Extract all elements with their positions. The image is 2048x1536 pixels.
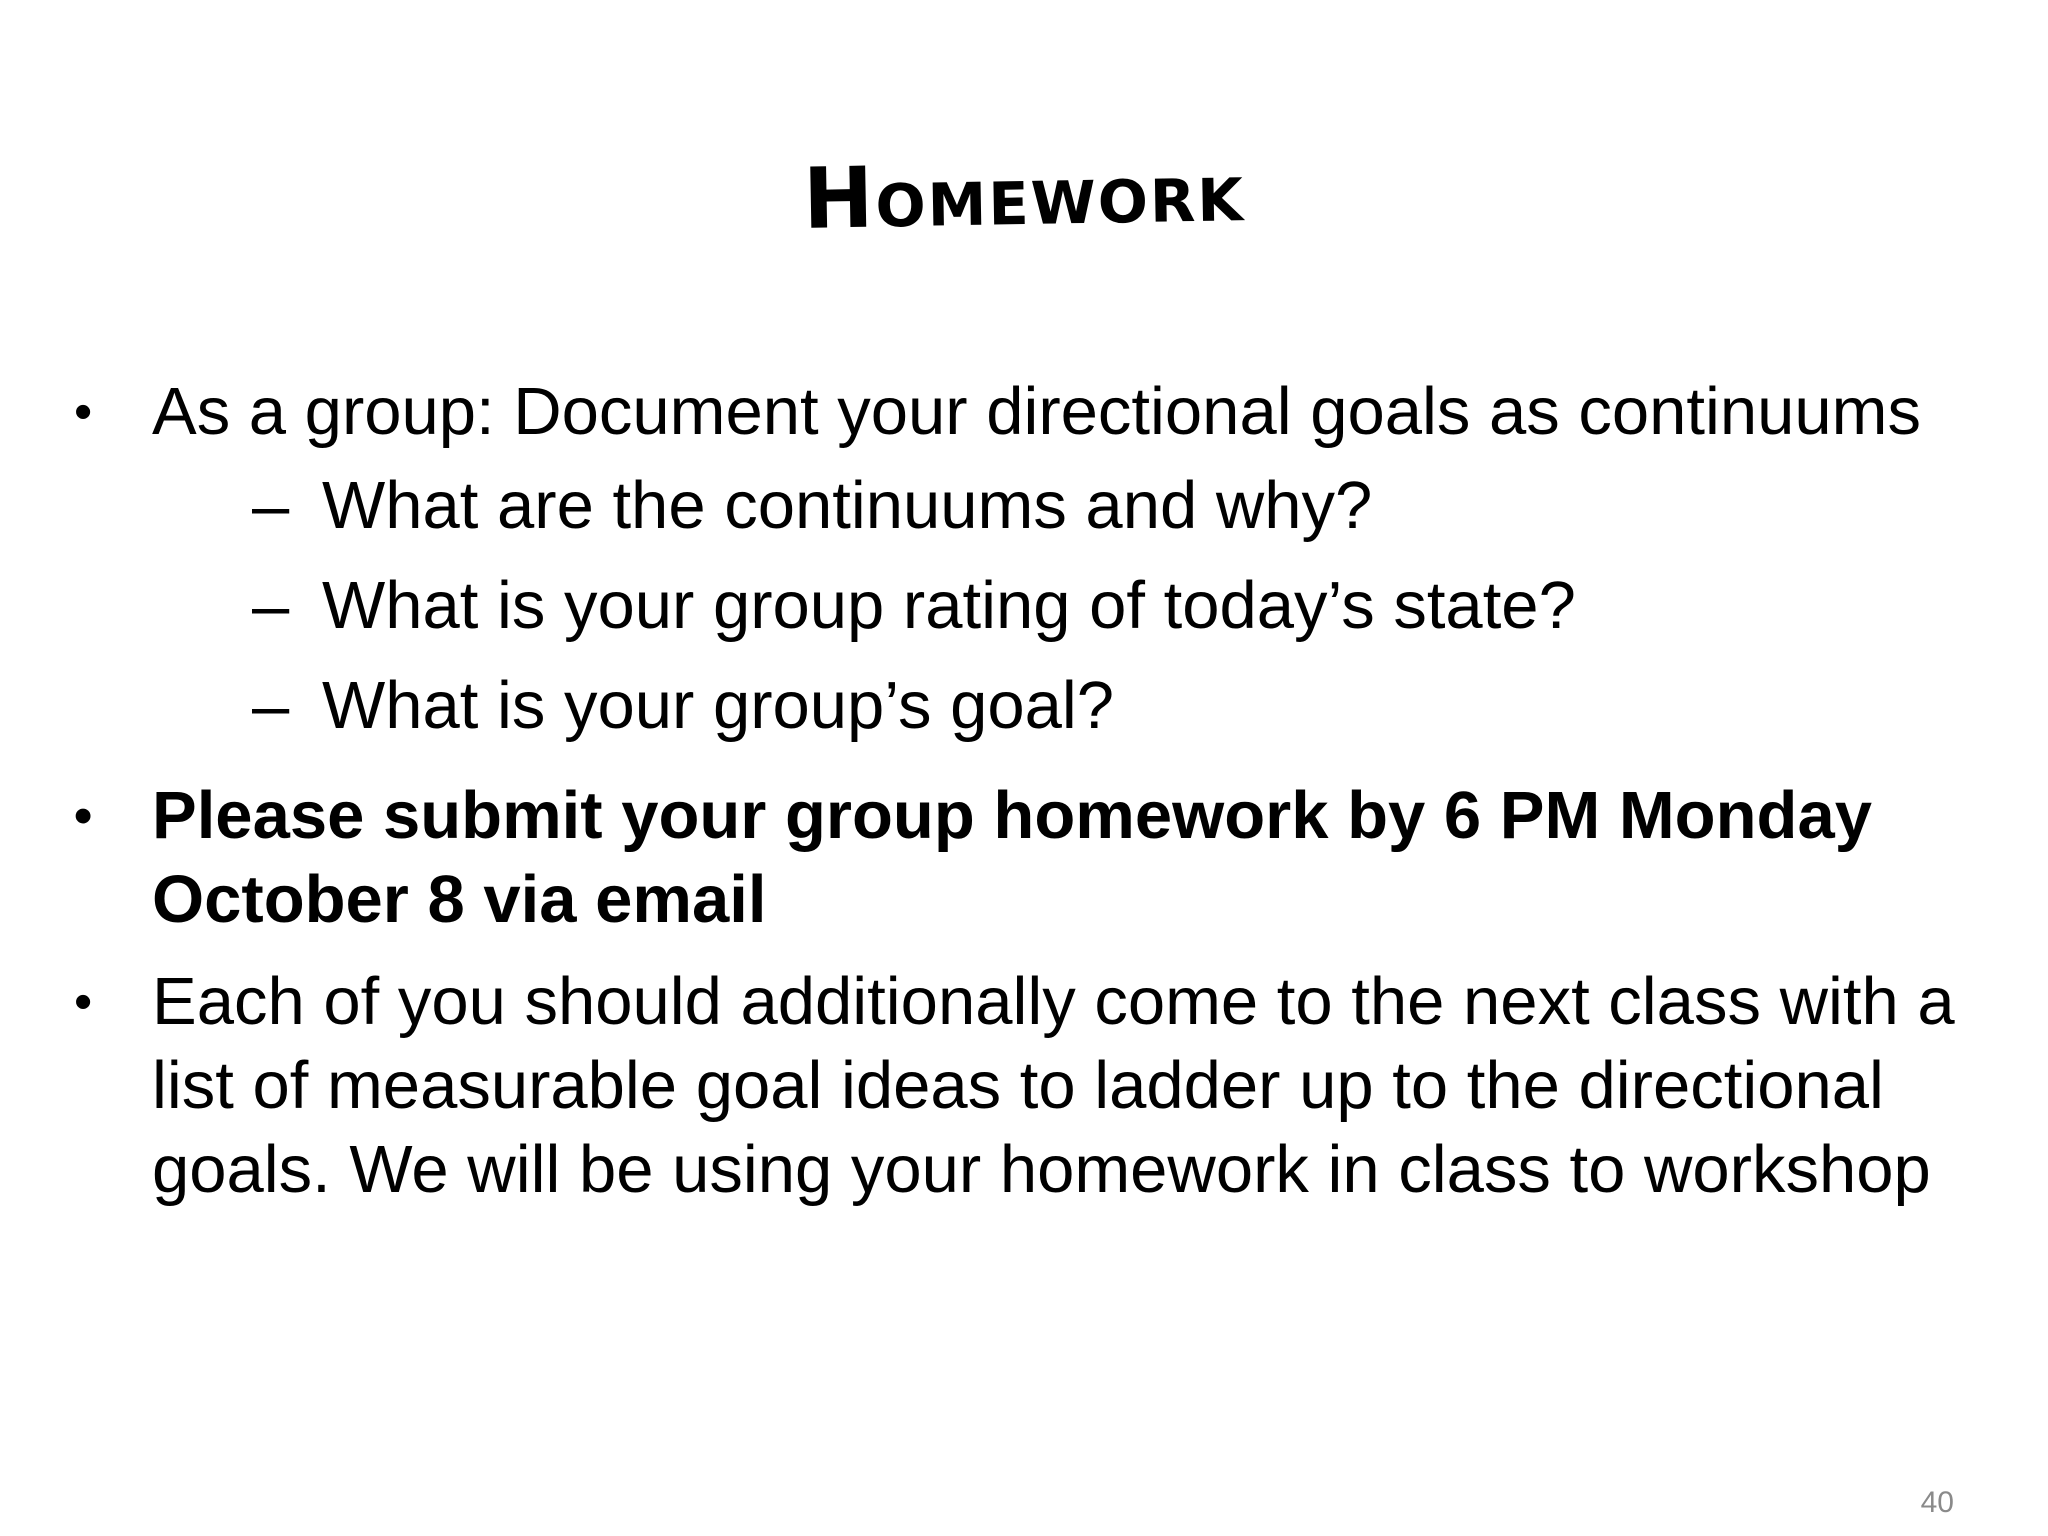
slide-body: [70, 370, 2000, 1230]
page-number: 40: [1920, 1486, 1954, 1519]
sub-list: [152, 456, 2000, 756]
sub-item: [152, 456, 2000, 556]
bullet-item: [70, 960, 2000, 1212]
bullet-dot-icon: •: [74, 973, 93, 1031]
dash-icon: –: [252, 568, 290, 643]
bullet-text: Each of you should additionally come to the next class with a list of measurable goal ideas to ladder up to the directional goals. We will be using your homework in class to workshop: [152, 964, 1955, 1207]
bullet-dot-icon: •: [74, 787, 93, 845]
bullet-text: Please submit your group homework by 6 PM Monday October 8 via email: [152, 778, 1872, 937]
sub-item-text: What is your group rating of today’s state?: [322, 568, 1576, 643]
bullet-dot-icon: •: [74, 383, 93, 441]
bullet-item: [70, 370, 2000, 756]
bullet-text: As a group: Document your directional goals as continuums: [152, 374, 1921, 449]
sub-item: [152, 556, 2000, 656]
slide-title: Homework: [802, 142, 1246, 248]
sub-item-text: What are the continuums and why?: [322, 468, 1373, 543]
bullet-item: [70, 774, 2000, 942]
dash-icon: –: [252, 468, 290, 543]
sub-item-text: What is your group’s goal?: [322, 668, 1115, 743]
dash-icon: –: [252, 668, 290, 743]
sub-item: [152, 656, 2000, 756]
